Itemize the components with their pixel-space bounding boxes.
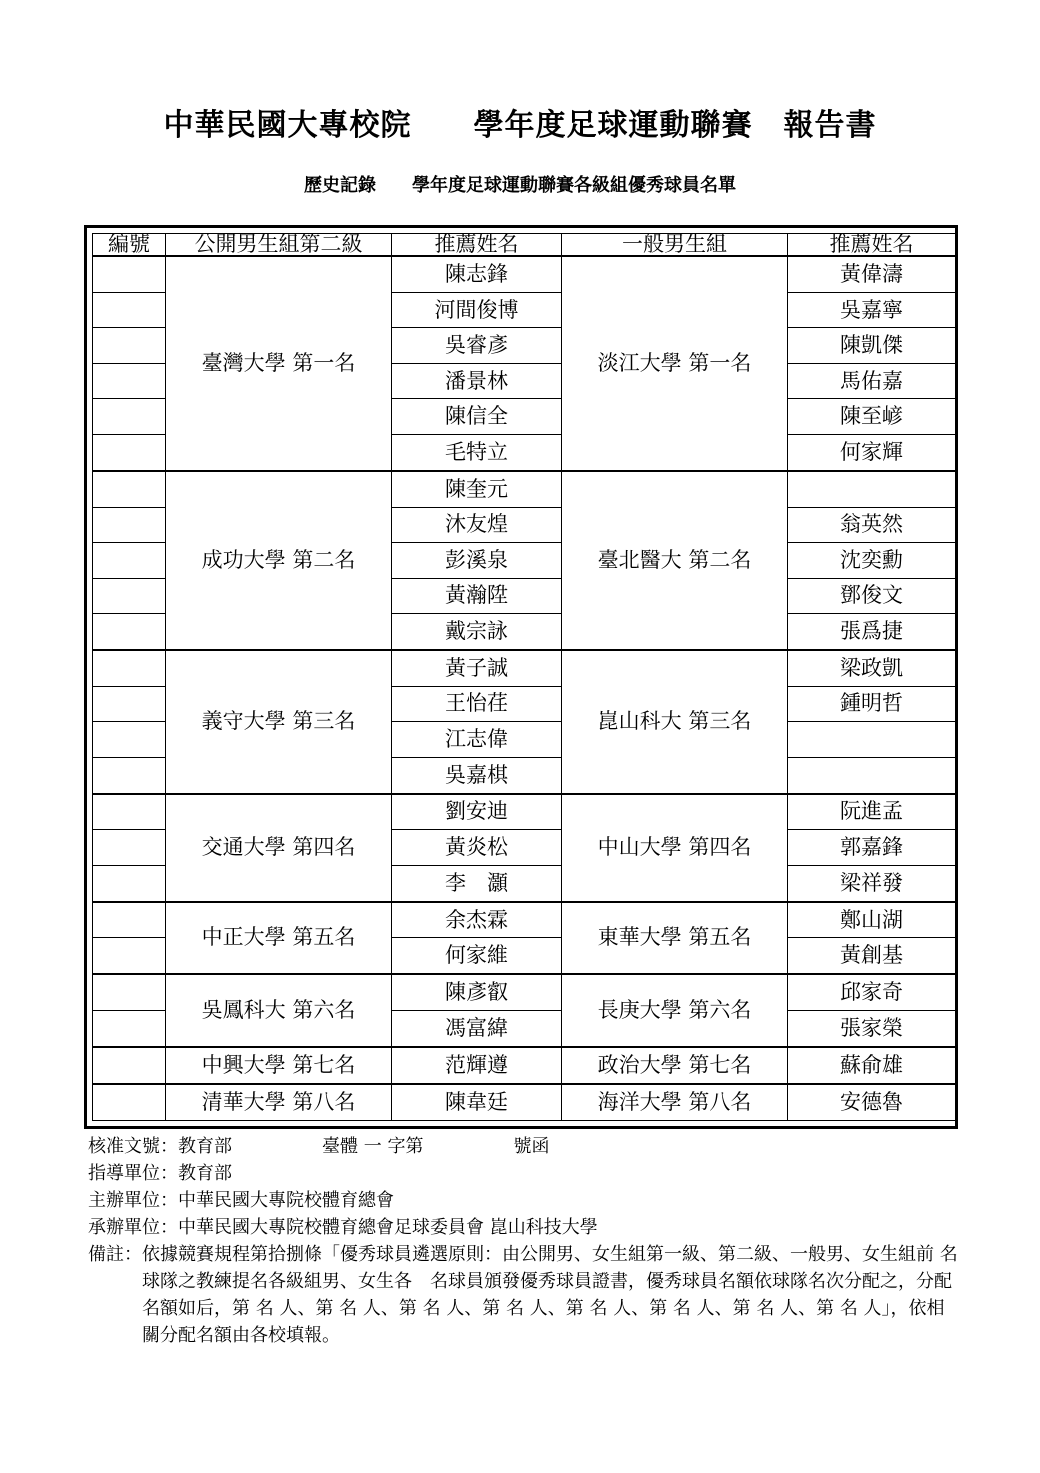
row-number-cell (93, 1047, 166, 1084)
left-player-cell: 陳彥叡 (392, 974, 562, 1010)
left-team-cell: 清華大學 第八名 (166, 1084, 392, 1120)
host-line: 承辦單位：中華民國大專院校體育總會足球委員會 崑山科技大學 (88, 1217, 598, 1238)
table-row (93, 471, 956, 507)
right-team-cell: 長庚大學 第六名 (562, 974, 788, 1047)
left-player-cell: 吳嘉棋 (392, 757, 562, 793)
left-team-cell: 交通大學 第四名 (166, 794, 392, 902)
left-player-cell: 劉安迪 (392, 794, 562, 830)
right-team-cell: 臺北醫大 第二名 (562, 471, 788, 650)
row-number-cell (93, 757, 166, 793)
left-player-cell: 陳韋廷 (392, 1084, 562, 1120)
row-number-cell (93, 256, 166, 292)
row-number-cell (93, 794, 166, 830)
left-player-cell: 黃炎松 (392, 830, 562, 866)
right-team-cell: 東華大學 第五名 (562, 902, 788, 975)
organizer-line: 主辦單位：中華民國大專院校體育總會 (88, 1190, 394, 1211)
right-player-cell: 黃創基 (788, 938, 956, 974)
left-player-cell: 黃子誠 (392, 650, 562, 686)
roster-table (92, 233, 956, 1121)
right-player-cell: 鍾明哲 (788, 686, 956, 722)
left-player-cell: 何家維 (392, 938, 562, 974)
right-player-cell: 吳嘉寧 (788, 292, 956, 328)
right-player-cell: 張家榮 (788, 1011, 956, 1047)
header-open-men-div2: 公開男生組第二級 (166, 234, 392, 257)
left-player-cell: 戴宗詠 (392, 614, 562, 650)
right-player-cell: 蘇俞雄 (788, 1047, 956, 1084)
left-player-cell: 彭溪泉 (392, 543, 562, 579)
right-player-cell: 梁政凱 (788, 650, 956, 686)
right-player-cell: 郭嘉鋒 (788, 830, 956, 866)
roster-table-frame (84, 225, 958, 1129)
row-number-cell (93, 543, 166, 579)
row-number-cell (93, 650, 166, 686)
left-player-cell: 李 灝 (392, 865, 562, 901)
left-player-cell: 黃瀚陞 (392, 578, 562, 614)
table-row (93, 650, 956, 686)
right-player-cell: 黃偉濤 (788, 256, 956, 292)
row-number-cell (93, 507, 166, 543)
left-team-cell: 成功大學 第二名 (166, 471, 392, 650)
left-player-cell: 范輝遵 (392, 1047, 562, 1084)
header-nominee-left: 推薦姓名 (392, 234, 562, 257)
left-player-cell: 潘景林 (392, 363, 562, 399)
report-title: 中華民國大專校院 學年度足球運動聯賽 報告書 (163, 108, 877, 143)
table-row (93, 256, 956, 292)
left-player-cell: 陳志鋒 (392, 256, 562, 292)
right-player-cell: 鄧俊文 (788, 578, 956, 614)
right-player-cell: 張爲捷 (788, 614, 956, 650)
right-player-cell (788, 722, 956, 758)
row-number-cell (93, 363, 166, 399)
right-player-cell: 梁祥發 (788, 865, 956, 901)
right-player-cell (788, 757, 956, 793)
row-number-cell (93, 722, 166, 758)
guidance-line: 指導單位：教育部 (88, 1163, 232, 1184)
header-number: 編號 (93, 234, 166, 257)
row-number-cell (93, 399, 166, 435)
row-number-cell (93, 434, 166, 470)
row-number-cell (93, 578, 166, 614)
row-number-cell (93, 902, 166, 938)
left-player-cell: 河間俊博 (392, 292, 562, 328)
right-player-cell: 翁英然 (788, 507, 956, 543)
left-team-cell: 中興大學 第七名 (166, 1047, 392, 1084)
right-player-cell: 阮進孟 (788, 794, 956, 830)
right-player-cell: 陳凱傑 (788, 328, 956, 364)
table-row (93, 902, 956, 938)
row-number-cell (93, 1011, 166, 1047)
left-team-cell: 義守大學 第三名 (166, 650, 392, 794)
right-team-cell: 中山大學 第四名 (562, 794, 788, 902)
row-number-cell (93, 471, 166, 507)
row-number-cell (93, 292, 166, 328)
left-team-cell: 中正大學 第五名 (166, 902, 392, 975)
left-player-cell: 陳信全 (392, 399, 562, 435)
notes-section (88, 1133, 958, 1349)
header-nominee-right: 推薦姓名 (788, 234, 956, 257)
row-number-cell (93, 614, 166, 650)
row-number-cell (93, 865, 166, 901)
right-player-cell (788, 471, 956, 507)
left-player-cell: 王怡荏 (392, 686, 562, 722)
right-player-cell: 邱家奇 (788, 974, 956, 1010)
row-number-cell (93, 686, 166, 722)
left-player-cell: 吳睿彥 (392, 328, 562, 364)
approval-line: 核准文號：教育部 臺體 一 字第 號函 (88, 1136, 550, 1157)
row-number-cell (93, 830, 166, 866)
right-team-cell: 崑山科大 第三名 (562, 650, 788, 794)
row-number-cell (93, 328, 166, 364)
remark-block (88, 1241, 958, 1349)
right-team-cell: 淡江大學 第一名 (562, 256, 788, 471)
left-player-cell: 陳奎元 (392, 471, 562, 507)
remark-label: 備註： (88, 1244, 142, 1265)
table-header-row (93, 234, 956, 257)
right-player-cell: 安德魯 (788, 1084, 956, 1120)
left-player-cell: 余杰霖 (392, 902, 562, 938)
table-row (93, 1047, 956, 1084)
right-team-cell: 政治大學 第七名 (562, 1047, 788, 1084)
left-team-cell: 臺灣大學 第一名 (166, 256, 392, 471)
row-number-cell (93, 974, 166, 1010)
table-row (93, 794, 956, 830)
left-player-cell: 江志偉 (392, 722, 562, 758)
left-team-cell: 吳鳳科大 第六名 (166, 974, 392, 1047)
roster-body (93, 256, 956, 1121)
right-player-cell: 陳至嵃 (788, 399, 956, 435)
report-subtitle: 歷史記錄 學年度足球運動聯賽各級組優秀球員名單 (304, 175, 736, 196)
left-player-cell: 毛特立 (392, 434, 562, 470)
row-number-cell (93, 1084, 166, 1120)
right-player-cell: 馬佑嘉 (788, 363, 956, 399)
right-team-cell: 海洋大學 第八名 (562, 1084, 788, 1120)
remark-text: 依據競賽規程第拾捌條「優秀球員遴選原則：由公開男、女生組第一級、第二級、一般男、女生組前 名球隊之教練提名各級組男、女生各 名球員頒發優秀球員證書，優秀球員名額依球隊名次分配之，分配名額如后，第 名 人、第 名 人、第 名 人、第 名 人、第 名 人、第 名 人、第 名 人、第 名 人」，依相關分配名額由各校填報。 (142, 1244, 958, 1346)
left-player-cell: 沐友煌 (392, 507, 562, 543)
right-player-cell: 沈奕勳 (788, 543, 956, 579)
table-row (93, 1084, 956, 1120)
right-player-cell: 何家輝 (788, 434, 956, 470)
header-general-men: 一般男生組 (562, 234, 788, 257)
row-number-cell (93, 938, 166, 974)
right-player-cell: 鄭山湖 (788, 902, 956, 938)
table-row (93, 974, 956, 1010)
left-player-cell: 馮富緯 (392, 1011, 562, 1047)
